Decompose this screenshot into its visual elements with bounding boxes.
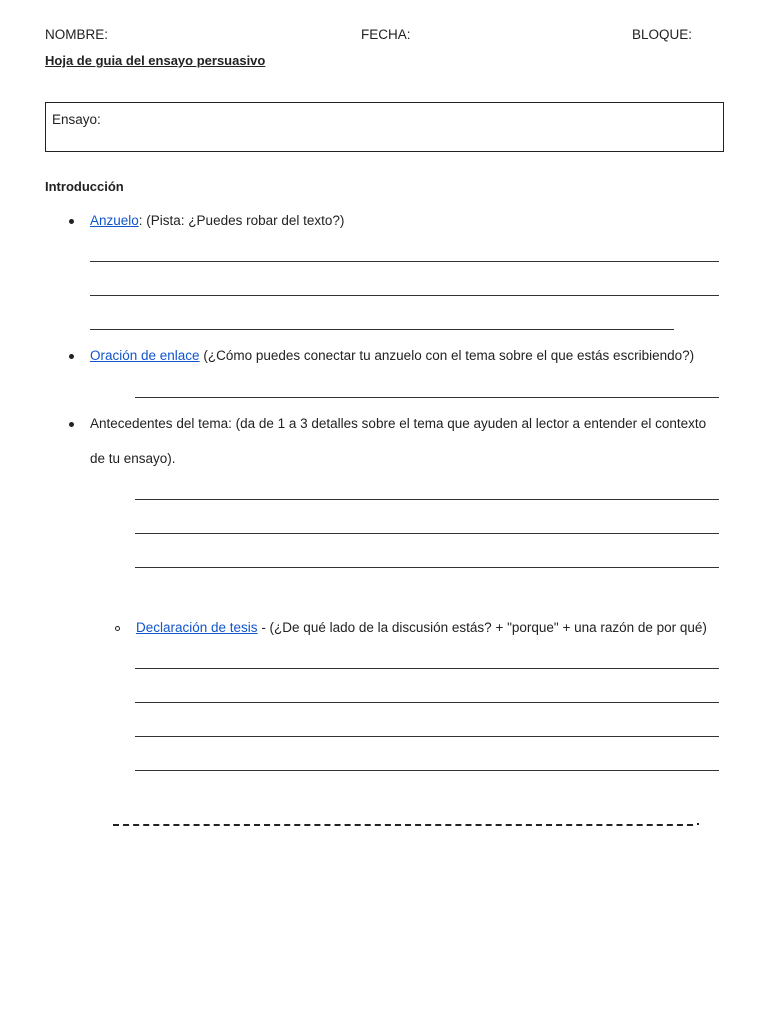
fecha-label: FECHA: (361, 27, 411, 42)
answer-line[interactable] (135, 702, 719, 703)
bloque-label: BLOQUE: (632, 27, 693, 42)
essay-label: Ensayo: (52, 112, 101, 127)
tesis-text: - (¿De qué lado de la discusión estás? + "porque" + una razón de por qué) (257, 620, 707, 635)
nombre-label: NOMBRE: (45, 27, 109, 42)
answer-line[interactable] (135, 736, 719, 737)
antecedentes-line-2: de tu ensayo). (90, 451, 176, 466)
oracion-link[interactable]: Oración de enlace (90, 348, 200, 363)
antecedentes-line-1: Antecedentes del tema: (da de 1 a 3 detalles sobre el tema que ayuden al lector a entender el contexto (90, 416, 707, 431)
answer-line[interactable] (90, 295, 719, 296)
bullet-icon (69, 354, 74, 359)
bullet-icon (69, 219, 74, 224)
introduccion-heading: Introducción (45, 179, 124, 194)
dashed-separator (113, 824, 693, 826)
separator-dot (697, 823, 699, 825)
tesis-link[interactable]: Declaración de tesis (136, 620, 258, 635)
anzuelo-item (90, 213, 344, 229)
anzuelo-text: : (Pista: ¿Puedes robar del texto?) (138, 213, 345, 228)
answer-line[interactable] (90, 261, 719, 262)
page-title: Hoja de guia del ensayo persuasivo (45, 53, 266, 68)
answer-line[interactable] (90, 329, 674, 330)
tesis-item (136, 620, 707, 636)
answer-line[interactable] (135, 668, 719, 669)
answer-line[interactable] (135, 770, 719, 771)
answer-line[interactable] (135, 567, 719, 568)
sub-bullet-icon (115, 626, 120, 631)
answer-line[interactable] (135, 533, 719, 534)
bullet-icon (69, 422, 74, 427)
answer-line[interactable] (135, 397, 719, 398)
answer-line[interactable] (135, 499, 719, 500)
anzuelo-link[interactable]: Anzuelo (90, 213, 139, 228)
oracion-text: (¿Cómo puedes conectar tu anzuelo con el tema sobre el que estás escribiendo?) (199, 348, 695, 363)
essay-box[interactable] (45, 102, 724, 152)
oracion-item (90, 348, 694, 364)
